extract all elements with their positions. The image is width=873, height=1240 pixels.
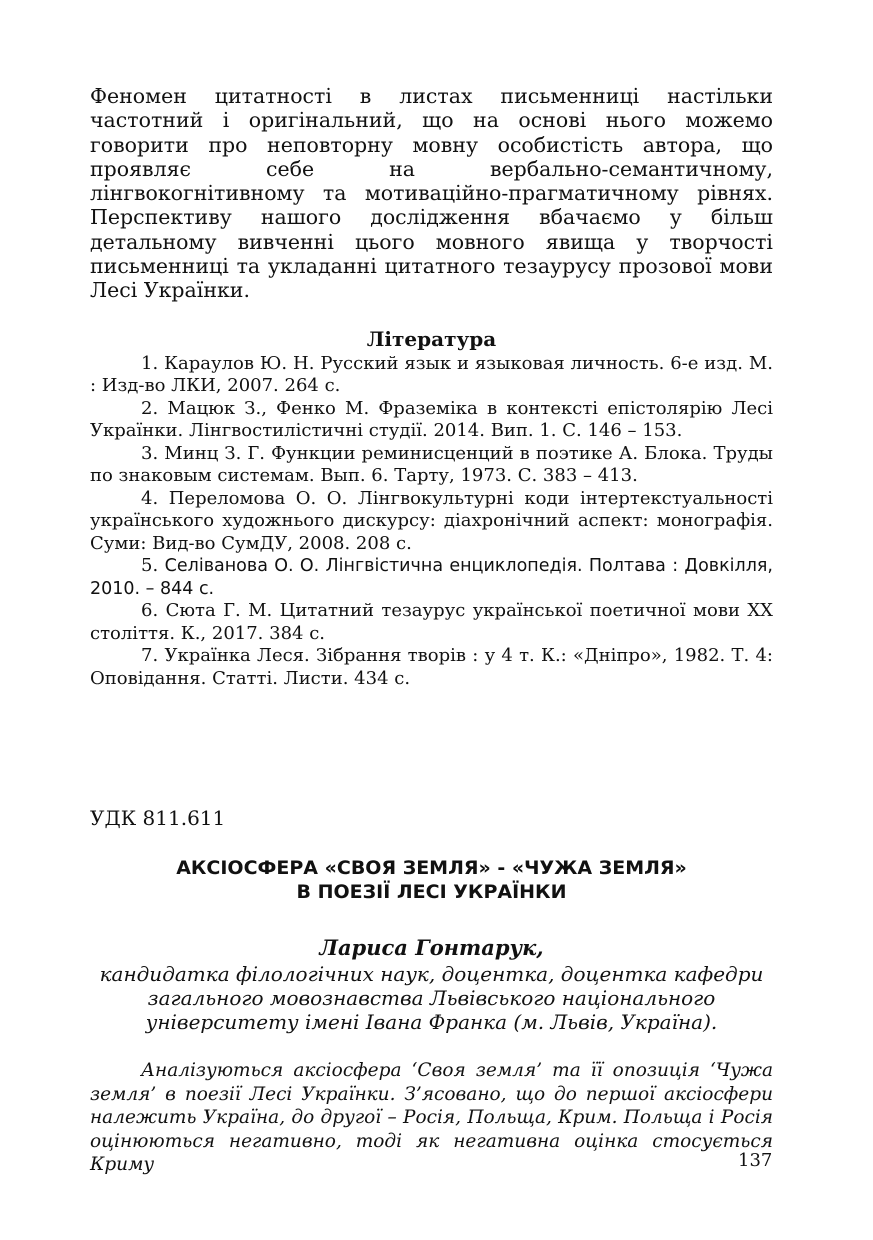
intro-paragraph: Феномен цитатності в листах письменниці настільки частотний і оригінальний, що на основі нього можемо говорити про неповторну мовну особистість автора, що проявляє себе на вербально-семантичному, лінгвокогнітивному та мотиваційно-прагматичному рівнях. Перспективу нашого дослідження вбачаємо у більш детальному вивченні цього мовного явища у творчості письменниці та укладанні цитатного тезаурусу прозової мови Лесі Українки.: [90, 84, 773, 303]
reference-text: Українка Леся. Зібрання творів : у 4 т. К.: «Дніпро», 1982. Т. 4: Оповідання. Статті. Листи. 434 с.: [90, 645, 773, 689]
udk-code: УДК 811.611: [90, 806, 226, 831]
literature-heading: Література: [366, 326, 497, 351]
reference-item: [90, 645, 773, 690]
author-name: Лариса Гонтарук,: [319, 935, 544, 961]
reference-text: Селіванова О. О. Лінгвістична енциклопедія. Полтава : Довкілля, 2010. – 844 с.: [90, 556, 773, 599]
reference-number: 6.: [141, 600, 159, 622]
reference-item: [90, 353, 773, 398]
reference-item: [90, 443, 773, 488]
reference-item: [90, 555, 773, 600]
article-title-line: АКСІОСФЕРА «СВОЯ ЗЕМЛЯ» - «ЧУЖА ЗЕМЛЯ»: [176, 857, 687, 880]
reference-item: [90, 488, 773, 556]
reference-text: Мацюк З., Фенко М. Фраземіка в контексті епістолярію Лесі Українки. Лінгвостилістичні студії. 2014. Вип. 1. С. 146 – 153.: [90, 397, 773, 442]
article-title: [90, 856, 773, 904]
author-affiliation: [90, 962, 773, 1034]
reference-text: Караулов Ю. Н. Русский язык и языковая личность. 6-е изд. М. : Изд-во ЛКИ, 2007. 264 с.: [90, 352, 773, 397]
page-content: [90, 84, 773, 1177]
reference-text: Минц З. Г. Функции реминисценций в поэтике А. Блока. Труды по знаковым системам. Вып. 6. Тарту, 1973. С. 383 – 413.: [90, 442, 773, 487]
reference-text: Сюта Г. М. Цитатний тезаурус української поетичної мови ХХ століття. К., 2017. 384 с.: [90, 600, 773, 644]
reference-number: 7.: [141, 645, 159, 667]
reference-item: [90, 398, 773, 443]
reference-number: 2.: [141, 397, 159, 419]
reference-number: 4.: [141, 487, 159, 509]
reference-number: 3.: [141, 442, 159, 464]
affiliation-line: загального мовознавства Львівського національного: [147, 986, 716, 1011]
reference-number: 1.: [141, 352, 159, 374]
reference-item: [90, 600, 773, 645]
abstract-paragraph: Аналізуються аксіосфера ‘Своя земля’ та її опозиція ‘Чужа земля’ в поезії Лесі Українки. З’ясовано, що до першої аксіосфери належить Україна, до другої – Росія, Польща, Крим. Польща і Росія оцінюються негативно, тоді як негативна оцінка стосується Криму: [90, 1060, 773, 1176]
affiliation-line: кандидатка філологічних наук, доцентка, доцентка кафедри: [99, 962, 764, 987]
reference-number: 5.: [141, 555, 159, 577]
page-number: 137: [738, 1150, 773, 1171]
reference-list: [90, 353, 773, 691]
article-title-line: В ПОЕЗІЇ ЛЕСІ УКРАЇНКИ: [296, 881, 567, 904]
reference-text: Переломова О. О. Лінгвокультурні коди інтертекстуальності українського художнього дискурсу: діахронічний аспект: монографія. Суми: Вид-во СумДУ, 2008. 208 с.: [90, 487, 773, 554]
affiliation-line: університету імені Івана Франка (м. Львів, Україна).: [145, 1010, 718, 1035]
